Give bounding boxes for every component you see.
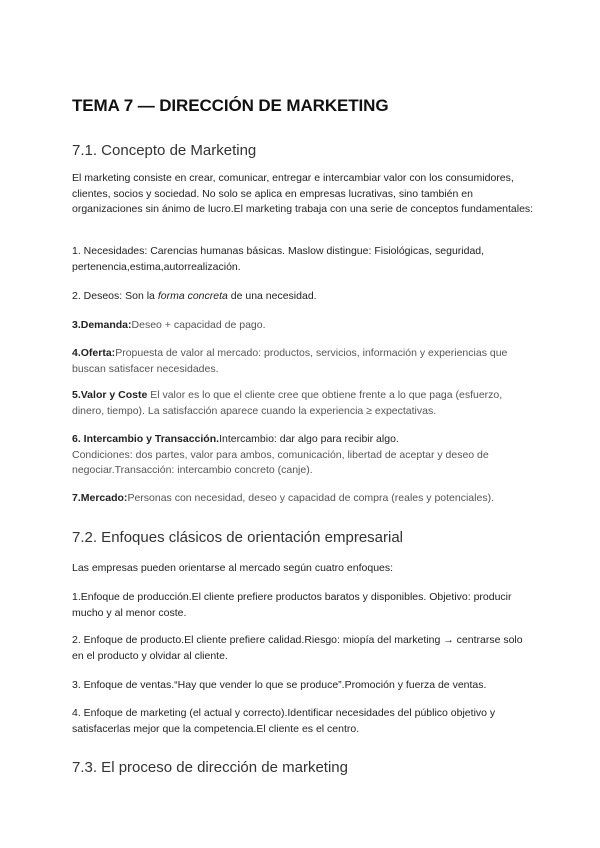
concept-demanda-text: Deseo + capacidad de pago. — [131, 319, 266, 331]
section-heading-concepto: 7.1. Concepto de Marketing — [72, 142, 257, 159]
paragraph-intro-marketing: El marketing consiste en crear, comunicar, entregar e intercambiar valor con los consumidores, clientes, socios y sociedad. No solo se aplica en empresas lucrativas, sino también en organizaciones sin ánimo de lucro.El marketing trabaja con una serie de conceptos fundamentales: — [72, 172, 534, 215]
concept-intercambio-text: Intercambio: dar algo para recibir algo. — [219, 433, 399, 445]
concept-mercado-text: Personas con necesidad, deseo y capacidad de compra (reales y potenciales). — [127, 492, 494, 504]
concept-demanda — [72, 318, 534, 334]
concept-oferta — [72, 346, 534, 377]
concept-intercambio-label: 6. Intercambio y Transacción. — [72, 433, 220, 445]
enfoque-producto: 2. Enfoque de producto.El cliente prefiere calidad.Riesgo: miopía del marketing → centrarse solo en el producto y olvidar al cliente. — [72, 634, 523, 662]
concept-deseos-pre: 2. Deseos: Son la — [72, 290, 158, 302]
concept-oferta-label: 4.Oferta: — [72, 347, 116, 359]
concept-intercambio-condiciones: Condiciones: dos partes, valor para ambos, comunicación, libertad de aceptar y deseo de negociar.Transacción: intercambio concreto (canje). — [72, 448, 489, 476]
concept-necesidades: 1. Necesidades: Carencias humanas básicas. Maslow distingue: Fisiológicas, seguridad, pertenencia,estima,autorrealización. — [72, 245, 485, 273]
concept-valor-label: 5.Valor y Coste — [72, 389, 148, 401]
concept-deseos-post: de una necesidad. — [227, 290, 317, 302]
concept-deseos — [72, 289, 534, 305]
concept-oferta-text: Propuesta de valor al mercado: productos, servicios, información y experiencias que buscan satisfacer necesidades. — [72, 347, 508, 375]
concept-mercado-label: 7.Mercado: — [72, 492, 128, 504]
section-heading-proceso: 7.3. El proceso de dirección de marketing — [72, 759, 348, 776]
page-title: TEMA 7 — DIRECCIÓN DE MARKETING — [72, 96, 389, 115]
section-heading-enfoques: 7.2. Enfoques clásicos de orientación empresarial — [72, 529, 404, 546]
paragraph-intro-enfoques: Las empresas pueden orientarse al mercado según cuatro enfoques: — [72, 562, 394, 574]
concept-valor-text: El valor es lo que el cliente cree que obtiene frente a lo que paga (esfuerzo, dinero, tiempo). La satisfacción aparece cuando la experiencia ≥ expectativas. — [72, 389, 503, 417]
concept-mercado — [72, 491, 534, 507]
concept-intercambio — [72, 432, 534, 479]
enfoque-marketing: 4. Enfoque de marketing (el actual y correcto).Identificar necesidades del público objetivo y satisfacerlas mejor que la competencia.El cliente es el centro. — [72, 707, 496, 735]
concept-demanda-label: 3.Demanda: — [72, 319, 132, 331]
concept-deseos-emphasis: forma concreta — [157, 290, 228, 302]
enfoque-produccion: 1.Enfoque de producción.El cliente prefiere productos baratos y disponibles. Objetivo: producir mucho y al menor coste. — [72, 591, 512, 619]
enfoque-ventas: 3. Enfoque de ventas.“Hay que vender lo que se produce”.Promoción y fuerza de ventas. — [72, 679, 487, 691]
concept-valor-coste — [72, 388, 534, 419]
